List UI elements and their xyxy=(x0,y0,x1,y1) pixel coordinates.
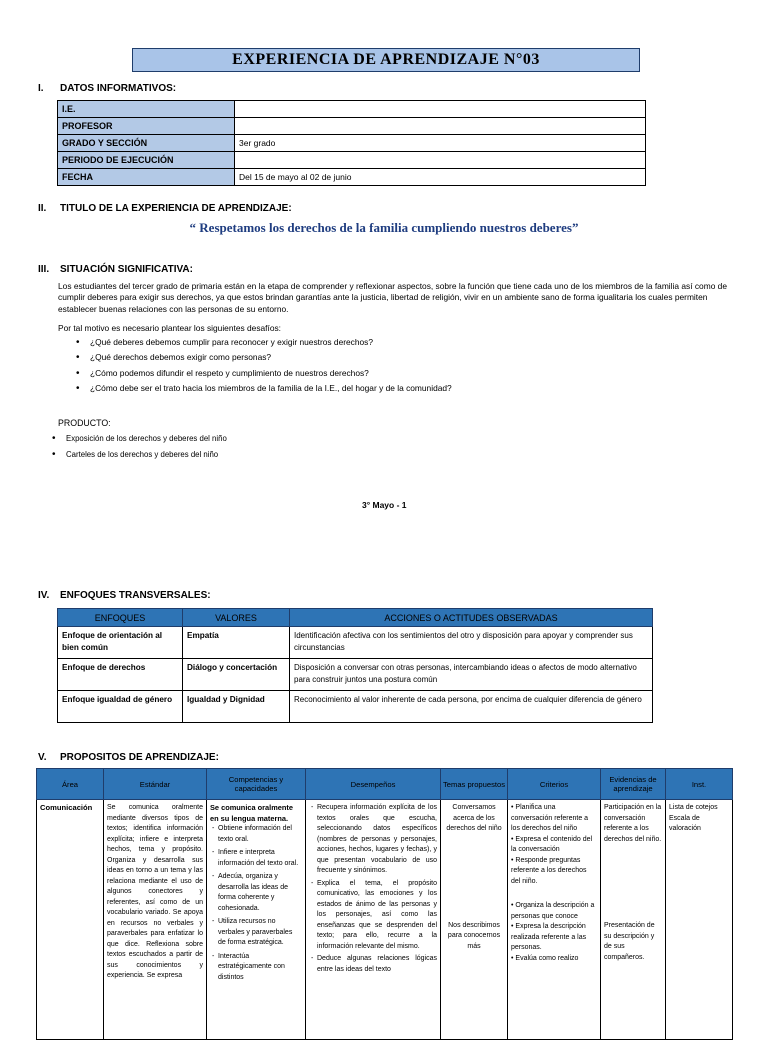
enfoque-cell: Enfoque igualdad de género xyxy=(58,691,183,723)
list-item: • ¿Qué deberes debemos cumplir para reconocer y exigir nuestros derechos? xyxy=(90,337,452,348)
section-label: DATOS INFORMATIVOS: xyxy=(60,83,177,94)
list-item: - Explica el tema, el propósito comunicativo, las emociones y los estados de ánimo de las personas y los personajes, así como las enseñanzas que se desprenden del texto; para ello, recurre a la información relevante del mismo. xyxy=(317,879,437,953)
competencia-title: Se comunica oralmente en su lengua materna. xyxy=(210,803,293,823)
area-cell: Comunicación xyxy=(37,800,104,1040)
section-number: III. xyxy=(38,264,50,275)
section-4-heading xyxy=(38,590,211,601)
column-header: Temas propuestos xyxy=(441,769,508,800)
table-row xyxy=(58,101,646,118)
table-row xyxy=(37,800,733,1040)
info-table xyxy=(57,100,646,186)
enfoque-cell: Enfoque de orientación al bien común xyxy=(58,627,183,659)
column-header: ENFOQUES xyxy=(58,609,183,627)
column-header: Inst. xyxy=(666,769,733,800)
enfoque-cell: Enfoque de derechos xyxy=(58,659,183,691)
instrumentos-cell xyxy=(666,800,733,1040)
list-item: - Utiliza recursos no verbales y paraverbales de forma estratégica. xyxy=(218,917,302,949)
table-row xyxy=(58,659,653,691)
info-value: 3er grado xyxy=(235,135,646,152)
evidencias-cell xyxy=(601,800,666,1040)
section-label: ENFOQUES TRANSVERSALES: xyxy=(60,590,211,601)
criterio-text: • Planifica una conversación referente a los derechos del niño xyxy=(511,804,589,832)
info-label: GRADO Y SECCIÓN xyxy=(58,135,235,152)
list-item: - Obtiene información del texto oral. xyxy=(218,824,302,845)
propositos-table xyxy=(36,768,733,1040)
column-header: Área xyxy=(37,769,104,800)
list-item: • Carteles de los derechos y deberes del niño xyxy=(66,449,227,460)
column-header: Competencias y capacidades xyxy=(207,769,306,800)
enfoques-table xyxy=(57,608,653,723)
table-header-row xyxy=(37,769,733,800)
info-label: PROFESOR xyxy=(58,118,235,135)
column-header: Estándar xyxy=(104,769,207,800)
capacidades-list xyxy=(210,824,302,983)
competencias-cell xyxy=(207,800,306,1040)
section-number: II. xyxy=(38,203,47,214)
column-header: ACCIONES O ACTITUDES OBSERVADAS xyxy=(290,609,653,627)
criterio-text: • Responde preguntas referente a los derechos del niño. xyxy=(511,856,587,885)
accion-cell: Disposición a conversar con otras personas, intercambiando ideas o afectos de modo alternativo para construir juntos una postura común xyxy=(290,659,653,691)
section-number: I. xyxy=(38,83,44,94)
table-row xyxy=(58,627,653,659)
section-5-heading xyxy=(38,752,219,763)
criterio-text: • Organiza la descripción a personas que conoce xyxy=(511,902,595,920)
table-row xyxy=(58,691,653,723)
valor-cell: Diálogo y concertación xyxy=(183,659,290,691)
desempenos-cell xyxy=(306,800,441,1040)
evidencia-text: Presentación de su descripción y de sus compañeros. xyxy=(604,922,655,961)
section-label: TITULO DE LA EXPERIENCIA DE APRENDIZAJE: xyxy=(60,203,292,214)
list-item: • ¿Qué derechos debemos exigir como personas? xyxy=(90,352,452,363)
section-label: SITUACIÓN SIGNIFICATIVA: xyxy=(60,264,193,275)
list-item: - Deduce algunas relaciones lógicas entre las ideas del texto xyxy=(317,954,437,975)
valor-cell: Igualdad y Dignidad xyxy=(183,691,290,723)
evidencia-text: Participación en la conversación referente a los derechos del niño. xyxy=(604,804,662,843)
criterios-cell xyxy=(508,800,601,1040)
list-item: • Exposición de los derechos y deberes del niño xyxy=(66,433,227,444)
section-1-heading xyxy=(38,83,176,94)
instrumento-text: Lista de cotejos xyxy=(669,804,718,811)
tema-text: Nos describimos para conocernos más xyxy=(447,921,501,950)
table-row xyxy=(58,118,646,135)
section-number: V. xyxy=(38,752,47,763)
list-item: - Interactúa estratégicamente con distintos xyxy=(218,952,302,984)
product-list xyxy=(66,433,227,461)
section-label: PROPOSITOS DE APRENDIZAJE: xyxy=(60,752,219,763)
column-header: VALORES xyxy=(183,609,290,627)
criterio-text: • Expresa el contenido del la conversación xyxy=(511,835,593,853)
section-2-heading xyxy=(38,203,292,214)
list-item: - Recupera información explícita de los textos orales que escucha, seleccionando datos específicos (nombres de personas y personajes, acciones, hechos, lugares y fechas), y que presentan vocabulario de uso frecuente y sinónimos. xyxy=(317,803,437,877)
list-item: - Adecúa, organiza y desarrolla las ideas de forma coherente y cohesionada. xyxy=(218,872,302,914)
info-value xyxy=(235,152,646,169)
info-label: I.E. xyxy=(58,101,235,118)
product-label: PRODUCTO: xyxy=(58,418,111,428)
document-title: EXPERIENCIA DE APRENDIZAJE N°03 xyxy=(132,48,640,72)
date-note: 3° Mayo - 1 xyxy=(362,500,407,510)
situation-paragraph: Los estudiantes del tercer grado de primaria están en la etapa de comprender y reflexionar aspectos, sobre la función que tiene cada uno de los miembros de la familia así como de cumplir deberes para exigir sus derechos, ya que estos brindan garantías ante la justicia, libertad de religión, vivir en un ambiente sano de forma igualitaria los cuales permiten establecer buenas relaciones con las personas de su entorno. xyxy=(58,281,727,314)
table-row xyxy=(58,152,646,169)
info-value xyxy=(235,101,646,118)
table-header-row xyxy=(58,609,653,627)
list-item: - Infiere e interpreta información del texto oral. xyxy=(218,848,302,869)
column-header: Evidencias de aprendizaje xyxy=(601,769,666,800)
section-3-heading xyxy=(38,264,193,275)
desempenos-list xyxy=(309,803,437,975)
table-row xyxy=(58,135,646,152)
info-label: FECHA xyxy=(58,169,235,186)
table-row xyxy=(58,169,646,186)
criterio-text: • Expresa la descripción realizada referente a las personas. xyxy=(511,923,587,951)
criterio-text: • Evalúa como realizo xyxy=(511,954,579,962)
column-header: Criterios xyxy=(508,769,601,800)
challenge-list xyxy=(90,337,452,395)
valor-cell: Empatía xyxy=(183,627,290,659)
info-value: Del 15 de mayo al 02 de junio xyxy=(235,169,646,186)
list-item: • ¿Cómo debe ser el trato hacia los miembros de la familia de la I.E., del hogar y de la comunidad? xyxy=(90,383,452,394)
info-value xyxy=(235,118,646,135)
experience-title: “ Respetamos los derechos de la familia cumpliendo nuestros deberes” xyxy=(189,220,579,235)
tema-text: Conversamos acerca de los derechos del niño xyxy=(446,804,502,832)
column-header: Desempeños xyxy=(306,769,441,800)
info-label: PERIODO DE EJECUCIÓN xyxy=(58,152,235,169)
estandar-cell: Se comunica oralmente mediante diversos tipos de textos; identifica información explícita; infiere e interpreta hechos, tema y propósito. Organiza y desarrolla sus ideas en torno a un tema y las relaciona mediante el uso de algunos conectores y referentes, así como de un vocabulario variado. Se apoya en recursos no verbales y paraverbales para enfatizar lo que dice. Reflexiona sobre textos escuchados a partir de sus conocimientos y experiencia. Se expresa xyxy=(104,800,207,1040)
section-number: IV. xyxy=(38,590,50,601)
instrumento-text: Escala de valoración xyxy=(669,814,701,832)
accion-cell: Reconocimiento al valor inherente de cada persona, por encima de cualquier diferencia de género xyxy=(290,691,653,723)
accion-cell: Identificación afectiva con los sentimientos del otro y disposición para apoyar y comprender sus circunstancias xyxy=(290,627,653,659)
temas-cell xyxy=(441,800,508,1040)
situation-intro: Por tal motivo es necesario plantear los siguientes desafíos: xyxy=(58,323,281,333)
list-item: • ¿Cómo podemos difundir el respeto y cumplimiento de nuestros derechos? xyxy=(90,368,452,379)
